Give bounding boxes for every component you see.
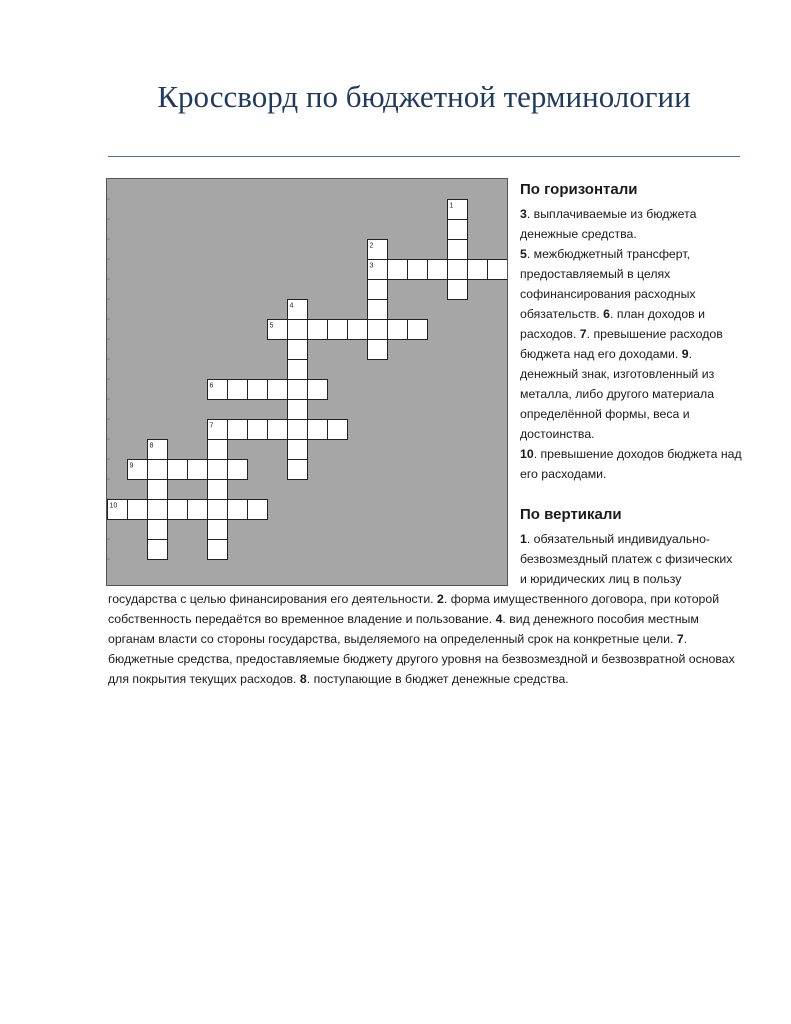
crossword-cell[interactable]: [148, 460, 168, 480]
crossword-cell[interactable]: [228, 460, 248, 480]
across-clue-3: [520, 207, 696, 241]
crossword-cell[interactable]: [368, 320, 388, 340]
crossword-cell[interactable]: [308, 380, 328, 400]
crossword-cell[interactable]: [488, 260, 508, 280]
crossword-cell[interactable]: [388, 320, 408, 340]
crossword-cell[interactable]: [428, 260, 448, 280]
crossword-cell[interactable]: [168, 460, 188, 480]
cell-number: 8: [149, 442, 154, 450]
crossword-cell[interactable]: [188, 500, 208, 520]
clue-number: 10: [520, 447, 534, 461]
crossword-cell[interactable]: [228, 500, 248, 520]
crossword-cell[interactable]: [288, 460, 308, 480]
clue-text: . поступающие в бюджет денежные средства.: [306, 672, 569, 686]
clue-number: 3: [520, 207, 527, 221]
down-clues-heading-block: [520, 505, 742, 529]
down-clue-8: [300, 672, 569, 686]
crossword-cell[interactable]: [228, 380, 248, 400]
crossword-cell[interactable]: [408, 320, 428, 340]
crossword-cell[interactable]: [248, 380, 268, 400]
cell-number: 7: [209, 422, 214, 430]
cell-number: 3: [369, 262, 374, 270]
across-heading: По горизонтали: [520, 181, 638, 198]
crossword-cell[interactable]: [388, 260, 408, 280]
crossword-cell[interactable]: [268, 420, 288, 440]
clue-text: . денежный знак, изготовленный из металла, либо другого материала определённой формы, веса и достоинства.: [520, 347, 715, 441]
clue-number: 6: [603, 307, 610, 321]
crossword-grid: [106, 178, 508, 586]
cell-number: 10: [109, 502, 118, 510]
clue-text: . бюджетные средства, предоставляемые бюджету другого уровня на безвозмездной и безвозвратной основах для покрытия текущих расходов.: [108, 632, 735, 686]
crossword-cell[interactable]: [328, 320, 348, 340]
clue-number: 7: [676, 632, 684, 646]
grid-wrap-spacer: [108, 529, 520, 589]
crossword-cell[interactable]: [208, 440, 228, 460]
crossword-cell[interactable]: [208, 460, 228, 480]
crossword-cell[interactable]: [288, 440, 308, 460]
crossword-cell[interactable]: [208, 480, 228, 500]
down-clues: [108, 529, 740, 689]
clue-number: 9: [681, 347, 689, 361]
crossword-cell[interactable]: [128, 500, 148, 520]
across-clue-10: [520, 447, 742, 481]
crossword-cell[interactable]: [368, 340, 388, 360]
crossword-cell[interactable]: [248, 420, 268, 440]
clue-number: 5: [520, 247, 527, 261]
crossword-cell[interactable]: [288, 380, 308, 400]
clue-text: . обязательный индивидуально-безвозмездный платеж с физических и юридических лиц в пользу государства с целью финансирования его деятельности.: [108, 532, 733, 606]
down-heading: По вертикали: [520, 506, 622, 523]
cell-number: 9: [129, 462, 134, 470]
crossword-cell[interactable]: [308, 320, 328, 340]
cell-number: 1: [449, 202, 454, 210]
clue-text: . превышение расходов бюджета над его доходами.: [520, 327, 723, 361]
crossword-cell[interactable]: [188, 460, 208, 480]
cell-number: 5: [269, 322, 274, 330]
crossword-cell[interactable]: [408, 260, 428, 280]
crossword-cell[interactable]: [288, 340, 308, 360]
clue-text: . план доходов и расходов.: [520, 307, 705, 341]
crossword-cell[interactable]: [288, 400, 308, 420]
crossword-cell[interactable]: [448, 240, 468, 260]
across-clue-9: [520, 347, 714, 441]
cell-number: 4: [289, 302, 294, 310]
crossword-cell[interactable]: [468, 260, 488, 280]
crossword-cell[interactable]: [448, 280, 468, 300]
page-title: Кроссворд по бюджетной терминологии: [157, 79, 691, 114]
crossword-cell[interactable]: [228, 420, 248, 440]
crossword-cell[interactable]: [148, 500, 168, 520]
crossword-cell[interactable]: [328, 420, 348, 440]
crossword-cell[interactable]: [288, 320, 308, 340]
title-divider: [108, 156, 740, 157]
crossword-grid-svg: [107, 179, 507, 585]
across-clue-list: [520, 204, 742, 484]
crossword-cell[interactable]: [208, 500, 228, 520]
cell-number: 2: [369, 242, 374, 250]
across-clues: [520, 180, 742, 484]
crossword-cell[interactable]: [268, 380, 288, 400]
crossword-cell[interactable]: [308, 420, 328, 440]
crossword-cell[interactable]: [288, 360, 308, 380]
crossword-cell[interactable]: [168, 500, 188, 520]
crossword-cell[interactable]: [248, 500, 268, 520]
clue-text: . форма имущественного договора, при которой собственность передаётся во временное владение и пользование.: [108, 592, 720, 626]
crossword-cell[interactable]: [448, 220, 468, 240]
clue-number: 1: [520, 532, 527, 546]
clue-text: . превышение доходов бюджета над его расходами.: [520, 447, 742, 481]
cell-number: 6: [209, 382, 214, 390]
clue-text: . вид денежного пособия местным органам власти со стороны государства, выделяемого на определенный срок на конкретные цели.: [108, 612, 699, 646]
crossword-cell[interactable]: [368, 300, 388, 320]
clue-number: 7: [579, 327, 587, 341]
clue-text: . межбюджетный трансферт, предоставляемый в целях софинансирования расходных обязательств.: [520, 247, 696, 321]
crossword-cell[interactable]: [288, 420, 308, 440]
crossword-cell[interactable]: [368, 280, 388, 300]
clue-number: 8: [299, 672, 307, 686]
clue-text: . выплачиваемые из бюджета денежные средства.: [520, 207, 697, 241]
clue-number: 2: [437, 592, 444, 606]
crossword-cell[interactable]: [348, 320, 368, 340]
crossword-cell[interactable]: [148, 480, 168, 500]
crossword-cell[interactable]: [448, 260, 468, 280]
clue-number: 4: [495, 612, 503, 626]
